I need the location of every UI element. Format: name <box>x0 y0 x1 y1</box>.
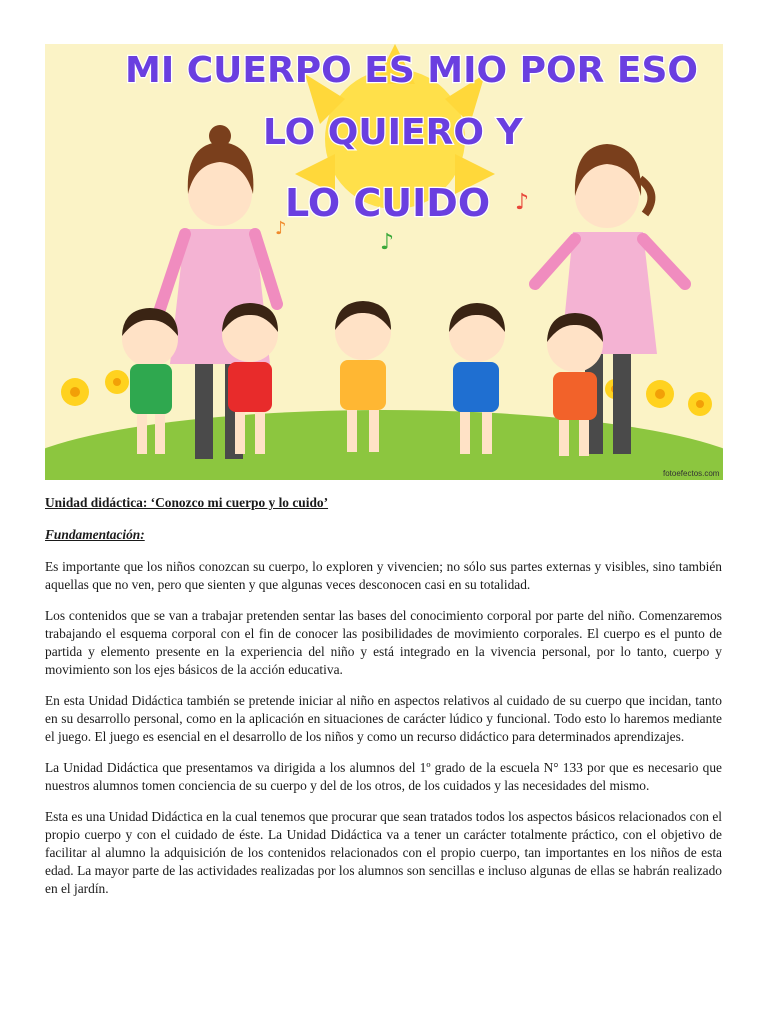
paragraph: Los contenidos que se van a trabajar pretenden sentar las bases del conocimiento corporal por parte del niño. Comenzaremos trabajando el esquema corporal con el fin de conocer las posibilidades de movimiento corporales. El cuerpo es el punto de partida y elemento presente en la experiencia del niño y está integrado en la vivencia personal, por lo tanto, cuerpo y movimiento son los ejes básicos de la acción educativa. <box>45 608 722 677</box>
cover-title-line-1: MI CUERPO ES MIO POR ESO <box>125 50 699 91</box>
cover-title-line-2: LO QUIERO Y <box>263 112 523 153</box>
svg-text:♪: ♪ <box>515 190 530 215</box>
paragraph: Esta es una Unidad Didáctica en la cual tenemos que procurar que sean tratados todos los aspectos básicos relacionados con el propio cuerpo y con el cuidado de éste. La Unidad Didáctica va a tener un carácter totalmente práctico, con el objetivo de facilitar al alumno la adquisición de los contenidos relacionados con el propio cuerpo, tan importantes en los niños de esta edad. La mayor parte de las actividades realizadas por los alumnos son sencillas e incluso algunas de ellas se habrán realizado en el jardín. <box>45 809 722 896</box>
paragraph: En esta Unidad Didáctica también se pretende iniciar al niño en aspectos relativos al cuidado de su cuerpo que incidan, tanto en su desarrollo personal, como en la aplicación en situaciones de carácter lúdico y funcional. Todo esto lo haremos mediante el juego. El juego es esencial en el desarrollo de los niños y como un recurso didáctico para determinados aprendizajes. <box>45 693 722 744</box>
paragraph: Es importante que los niños conozcan su cuerpo, lo exploren y vivencien; no sólo sus partes externas y visibles, sino también aquellas que no ven, pero que sienten y que algunas veces desconocen casi en su totalidad. <box>45 559 722 592</box>
paragraph: La Unidad Didáctica que presentamos va dirigida a los alumnos del 1º grado de la escuela N° 133 por que es necesario que nuestros alumnos tomen conciencia de su cuerpo y del de los otros, de los cuidados y las necesidades del mismo. <box>45 760 722 793</box>
svg-text:♪: ♪ <box>275 218 287 239</box>
unit-heading: Unidad didáctica: ‘Conozco mi cuerpo y lo cuido’ <box>45 495 329 510</box>
cover-illustration <box>45 44 723 480</box>
section-heading: Fundamentación: <box>45 527 145 542</box>
image-credit: fotoefectos.com <box>663 469 720 478</box>
svg-text:♪: ♪ <box>380 230 395 255</box>
cover-title-line-3: LO CUIDO <box>285 181 491 225</box>
document-body <box>45 494 722 911</box>
cover-illustration-svg <box>45 44 723 480</box>
